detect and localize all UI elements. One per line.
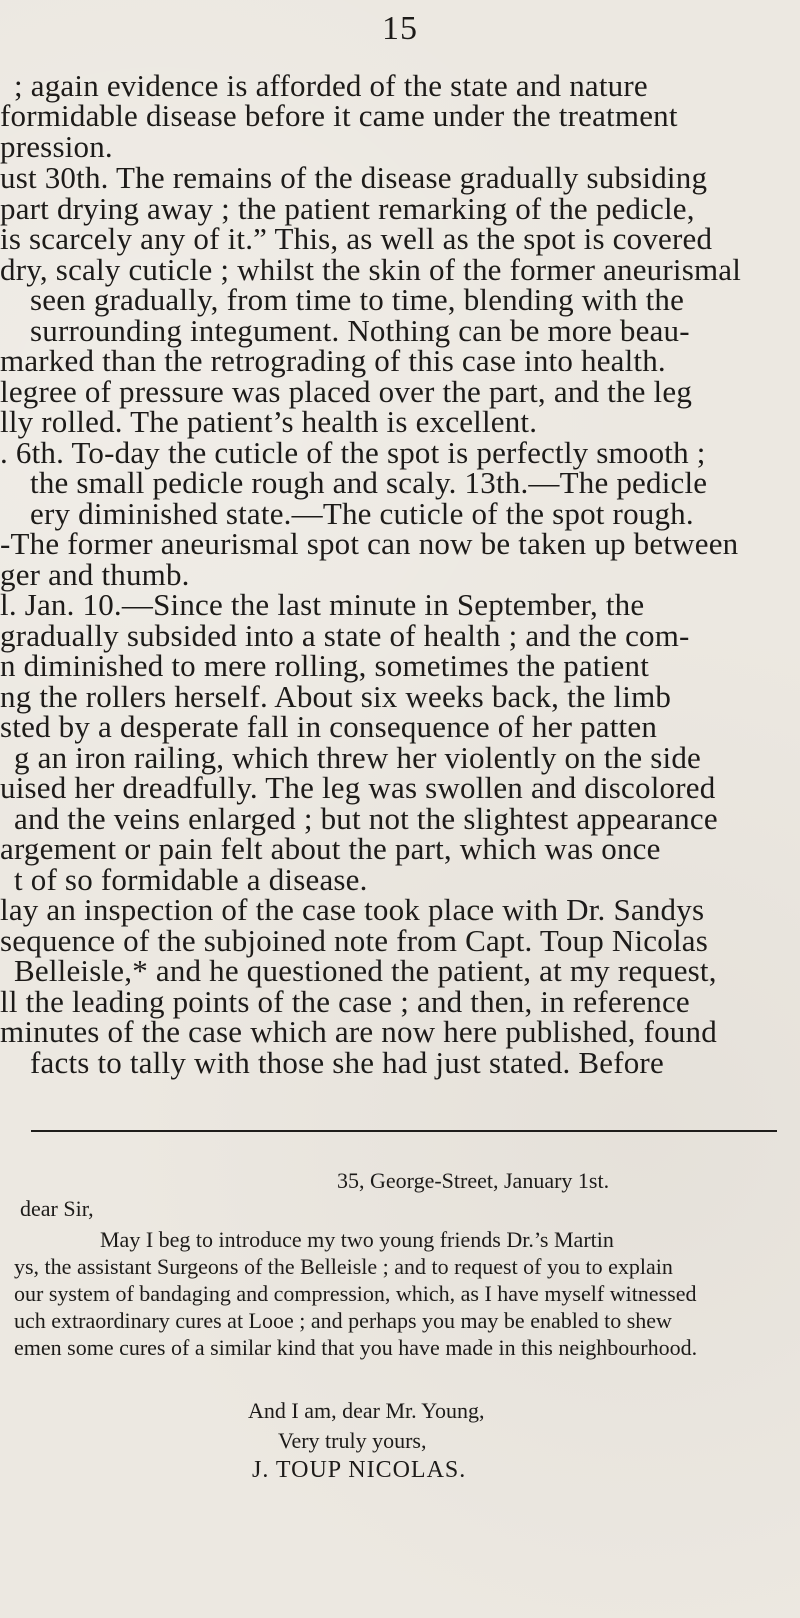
footnote-divider	[31, 1130, 777, 1132]
text-line-24: uised her dreadfully. The leg was swollen and discolored	[0, 770, 716, 805]
text-line-20: n diminished to mere rolling, sometimes the patient	[0, 648, 650, 683]
text-line-13: . 6th. To-day the cuticle of the spot is perfectly smooth ;	[0, 435, 706, 470]
footnote-letter	[0, 1145, 800, 1595]
text-line-6: is scarcely any of it.” This, as well as the spot is covered	[0, 221, 713, 256]
text-line-4: ust 30th. The remains of the disease gradually subsiding	[0, 160, 708, 195]
page-number: 15	[382, 10, 418, 47]
text-line-22: sted by a desperate fall in consequence of her patten	[0, 709, 658, 744]
text-line-25: and the veins enlarged ; but not the slightest appearance	[14, 801, 718, 836]
text-line-19: gradually subsided into a state of health ; and the com-	[0, 618, 690, 653]
text-line-11: legree of pressure was placed over the part, and the leg	[0, 374, 693, 409]
letter-closing-1: And I am, dear Mr. Young,	[248, 1398, 485, 1423]
text-line-14: the small pedicle rough and scaly. 13th.—The pedicle	[30, 465, 708, 500]
text-line-15: ery diminished state.—The cuticle of the spot rough.	[30, 496, 694, 531]
text-line-18: l. Jan. 10.—Since the last minute in September, the	[0, 587, 645, 622]
text-line-16: -The former aneurismal spot can now be taken up between	[0, 526, 739, 561]
text-line-33: facts to tally with those she had just stated. Before	[30, 1045, 664, 1080]
letter-body-line-2: ys, the assistant Surgeons of the Belleisle ; and to request of you to explain	[14, 1254, 673, 1279]
text-line-10: marked than the retrograding of this case into health.	[0, 343, 666, 378]
text-line-17: ger and thumb.	[0, 557, 190, 592]
text-line-32: minutes of the case which are now here published, found	[0, 1014, 717, 1049]
letter-address: 35, George-Street, January 1st.	[337, 1168, 610, 1193]
text-line-2: formidable disease before it came under the treatment	[0, 98, 678, 133]
letter-signature: J. TOUP NICOLAS.	[252, 1457, 467, 1483]
text-line-30: Belleisle,* and he questioned the patient, at my request,	[14, 953, 717, 988]
text-line-23: g an iron railing, which threw her violently on the side	[14, 740, 702, 775]
text-line-27: t of so formidable a disease.	[14, 862, 368, 897]
text-line-7: dry, scaly cuticle ; whilst the skin of the former aneurismal	[0, 252, 742, 287]
letter-body-line-4: uch extraordinary cures at Looe ; and perhaps you may be enabled to shew	[14, 1308, 672, 1333]
text-line-3: pression.	[0, 129, 113, 164]
letter-body-line-3: our system of bandaging and compression, which, as I have myself witnessed	[14, 1281, 697, 1306]
text-line-28: lay an inspection of the case took place with Dr. Sandys	[0, 892, 705, 927]
letter-salutation: dear Sir,	[20, 1196, 94, 1221]
letter-closing-2: Very truly yours,	[278, 1428, 427, 1453]
text-line-26: argement or pain felt about the part, which was once	[0, 831, 661, 866]
text-line-31: ll the leading points of the case ; and then, in reference	[0, 984, 690, 1019]
text-line-8: seen gradually, from time to time, blending with the	[30, 282, 685, 317]
text-line-12: lly rolled. The patient’s health is excellent.	[0, 404, 538, 439]
letter-body-line-5: emen some cures of a similar kind that you have made in this neighbourhood.	[14, 1335, 698, 1360]
text-line-29: sequence of the subjoined note from Capt. Toup Nicolas	[0, 923, 708, 958]
text-line-9: surrounding integument. Nothing can be more beau-	[30, 313, 690, 348]
text-line-21: ng the rollers herself. About six weeks back, the limb	[0, 679, 672, 714]
text-line-1: ; again evidence is afforded of the state and nature	[14, 68, 648, 103]
letter-body-line-1: May I beg to introduce my two young friends Dr.’s Martin	[100, 1227, 614, 1252]
main-text	[0, 70, 800, 1110]
text-line-5: part drying away ; the patient remarking of the pedicle,	[0, 191, 695, 226]
